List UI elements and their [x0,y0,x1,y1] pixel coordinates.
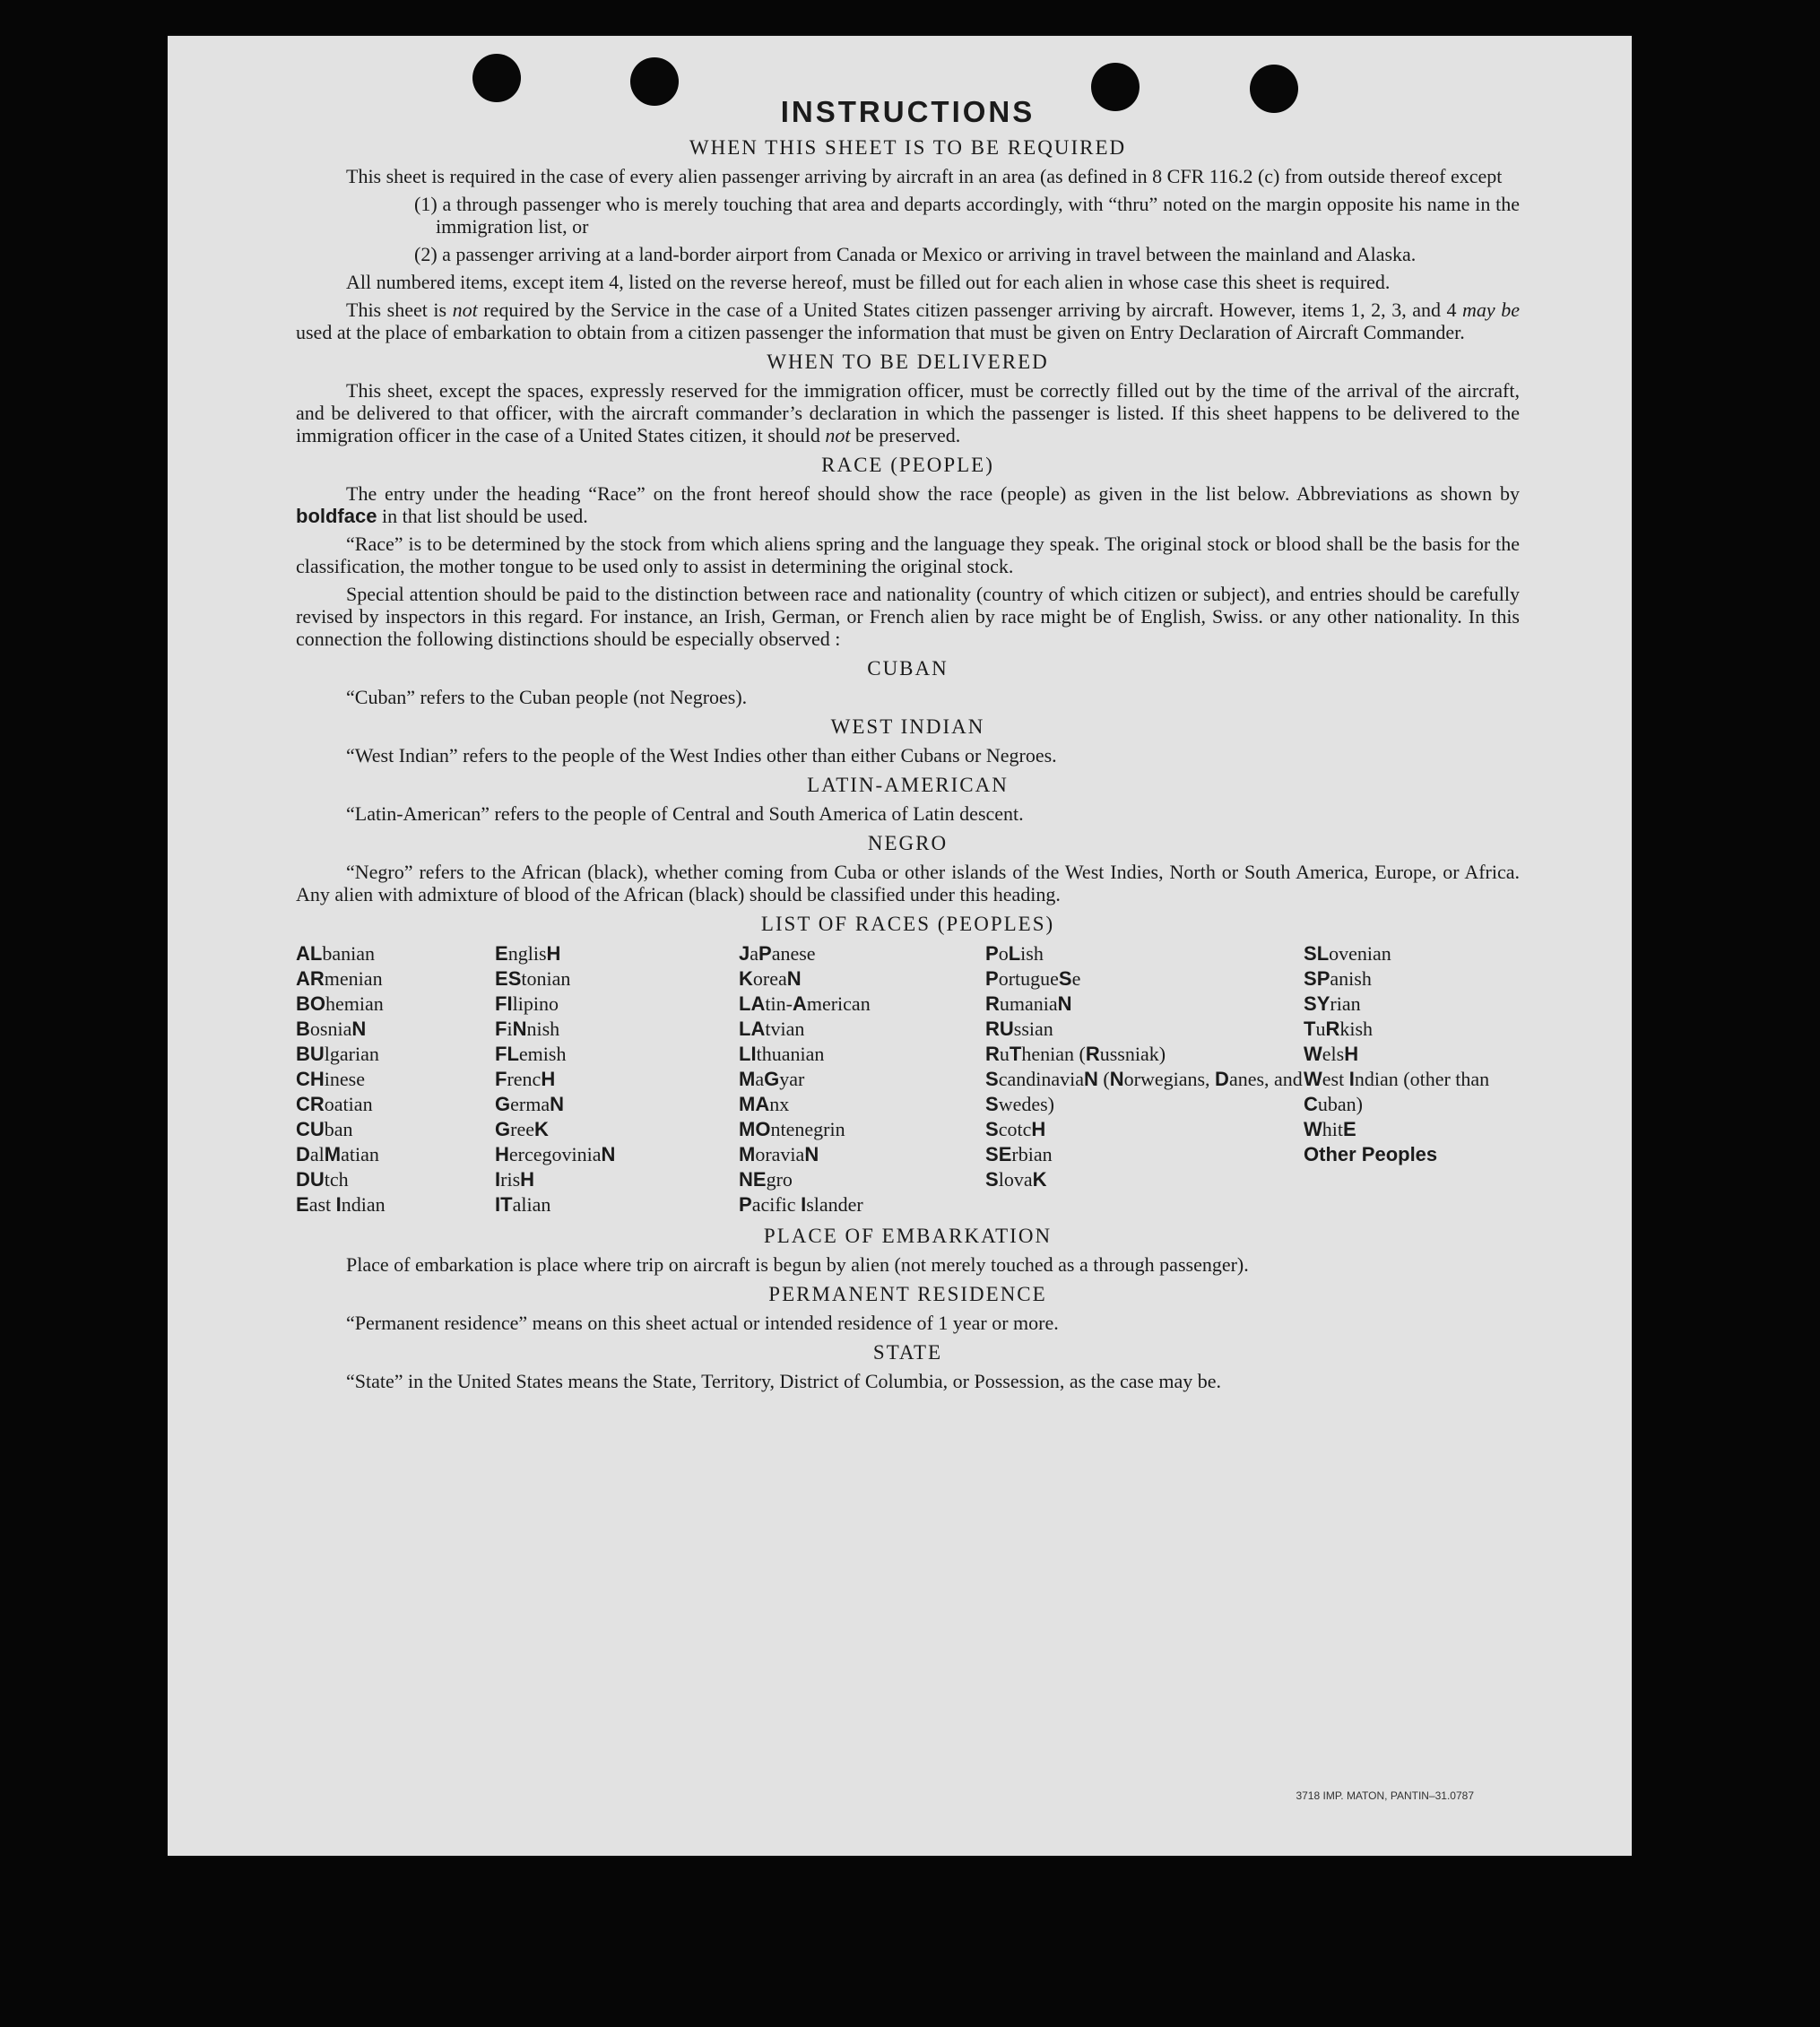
race-entry: BosniaN [296,1018,367,1040]
race-entry: HercegoviniaN [495,1143,616,1165]
race-entry: MoraviaN [739,1143,819,1165]
list-item: (2) a passenger arriving at a land-border airport from Canada or Mexico or arriving in travel between the mainland and Alaska. [414,243,1417,265]
race-column [296,941,495,1217]
section-heading: RACE (PEOPLE) [821,454,994,476]
race-entry: SPanish [1304,967,1372,990]
race-entry: ITalian [495,1193,551,1216]
document-sheet [168,36,1632,1856]
paragraph: Place of embarkation is place where trip on aircraft is begun by alien (not merely touched as a through passenger). [346,1253,1249,1276]
paragraph: “Race” is to be determined by the stock from which aliens spring and the language they speak. The original stock or blood shall be the basis for the classification, the mother tongue to be used only to assist in determining the original stock. [296,533,1520,577]
race-entry: RUssian [985,1018,1053,1040]
race-entry: ALbanian [296,942,375,965]
race-entry: LAtin-American [739,992,871,1015]
paragraph: The entry under the heading “Race” on the front hereof should show the race (people) as given in the list below. Abbreviations as shown by boldface in that list should be used. [296,482,1520,527]
race-entry: TuRkish [1304,1018,1374,1040]
paragraph: “Negro” refers to the African (black), whether coming from Cuba or other islands of the West Indies, North or South America, Europe, or Africa. Any alien with admixture of blood of the African (black) should be classified under this heading. [296,861,1520,905]
section-heading: NEGRO [867,832,949,854]
race-list [296,941,1520,1217]
race-entry: DalMatian [296,1143,379,1165]
race-entry: ARmenian [296,967,383,990]
race-entry: MAnx [739,1093,790,1115]
race-entry: GermaN [495,1093,564,1115]
race-entry: CHinese [296,1068,365,1090]
section-heading: PLACE OF EMBARKATION [763,1225,1053,1247]
race-entry: SlovaK [985,1168,1047,1191]
paragraph: “State” in the United States means the State, Territory, District of Columbia, or Possession, as the case may be. [346,1370,1222,1392]
race-entry: SLovenian [1304,942,1391,965]
section-heading: PERMANENT RESIDENCE [768,1283,1047,1305]
page-title: INSTRUCTIONS [780,95,1036,128]
race-entry: RuThenian (Russniak) [985,1043,1166,1065]
race-entry: JaPanese [739,942,816,965]
section-heading: CUBAN [867,657,949,680]
race-entry: CUban [296,1118,353,1140]
race-entry: GreeK [495,1118,549,1140]
race-entry: FLemish [495,1043,567,1065]
document-body [296,95,1520,1398]
race-entry: PoLish [985,942,1044,965]
race-entry: BUlgarian [296,1043,379,1065]
race-entry: Pacific Islander [739,1193,863,1216]
paragraph: “Permanent residence” means on this sheet actual or intended residence of 1 year or more. [346,1312,1059,1334]
race-entry: KoreaN [739,967,802,990]
race-entry: IrisH [495,1168,535,1191]
race-entry: WelsH [1304,1043,1359,1065]
race-entry: SYrian [1304,992,1361,1015]
race-entry: FIlipino [495,992,559,1015]
list-item: (1) a through passenger who is merely touching that area and departs accordingly, with “thru” noted on the margin opposite his name in the immigration list, or [414,193,1520,238]
race-entry: FiNnish [495,1018,560,1040]
race-entry: PortugueSe [985,967,1081,990]
paragraph: Special attention should be paid to the distinction between race and nationality (country of which citizen or subject), and entries should be carefully revised by inspectors in this regard. For instance, an Irish, German, or French alien by race might be of English, Swiss. or any other nationality. In this connection the following distinctions should be especially observed : [296,583,1520,650]
paragraph: “Latin-American” refers to the people of Central and South America of Latin descent. [346,802,1024,825]
race-entry: West Indian (other than Cuban) [1304,1068,1490,1115]
race-column [739,941,985,1217]
paragraph: This sheet, except the spaces, expressly reserved for the immigration officer, must be correctly filled out by the time of the arrival of the aircraft, and be delivered to that officer, with the aircraft commander’s declaration in which the passenger is listed. If this sheet happens to be delivered to the immigration officer in the case of a United States citizen, it should not be preserved. [296,379,1520,446]
section-heading: LIST OF RACES (PEOPLES) [760,913,1055,935]
race-entry: ScandinaviaN (Norwegians, Danes, and Swedes) [985,1068,1303,1115]
race-entry: East Indian [296,1193,386,1216]
race-entry: CRoatian [296,1093,373,1115]
paragraph: This sheet is required in the case of every alien passenger arriving by aircraft in an area (as defined in 8 CFR 116.2 (c) from outside thereof except [346,165,1503,187]
race-column [985,941,1304,1217]
section-heading: LATIN-AMERICAN [807,774,1009,796]
race-entry: LIthuanian [739,1043,825,1065]
section-heading: WHEN THIS SHEET IS TO BE REQUIRED [689,136,1127,159]
race-entry: SErbian [985,1143,1053,1165]
race-entry: WhitE [1304,1118,1356,1140]
paragraph: This sheet is not required by the Service in the case of a United States citizen passenger arriving by aircraft. However, items 1, 2, 3, and 4 may be used at the place of embarkation to obtain from a citizen passenger the information that must be given on Entry Declaration of Aircraft Commander. [296,299,1520,343]
race-entry: Other Peoples [1304,1143,1438,1165]
race-entry: ScotcH [985,1118,1046,1140]
print-code: 3718 IMP. MATON, PANTIN–31.0787 [1296,1789,1474,1802]
race-entry: DUtch [296,1168,349,1191]
race-entry: EStonian [495,967,571,990]
race-entry: FrencH [495,1068,556,1090]
race-entry: MOntenegrin [739,1118,845,1140]
section-heading: WEST INDIAN [830,715,985,738]
race-entry: MaGyar [739,1068,805,1090]
race-column [1304,941,1519,1217]
race-entry: BOhemian [296,992,384,1015]
section-heading: WHEN TO BE DELIVERED [767,351,1049,373]
paragraph: “Cuban” refers to the Cuban people (not Negroes). [346,686,748,708]
paragraph: “West Indian” refers to the people of the West Indies other than either Cubans or Negroes. [346,744,1057,767]
race-entry: EnglisH [495,942,561,965]
paragraph: All numbered items, except item 4, listed on the reverse hereof, must be filled out for each alien in whose case this sheet is required. [346,271,1391,293]
race-entry: RumaniaN [985,992,1072,1015]
section-heading: STATE [872,1341,943,1364]
race-entry: LAtvian [739,1018,805,1040]
race-column [495,941,739,1217]
race-entry: NEgro [739,1168,793,1191]
